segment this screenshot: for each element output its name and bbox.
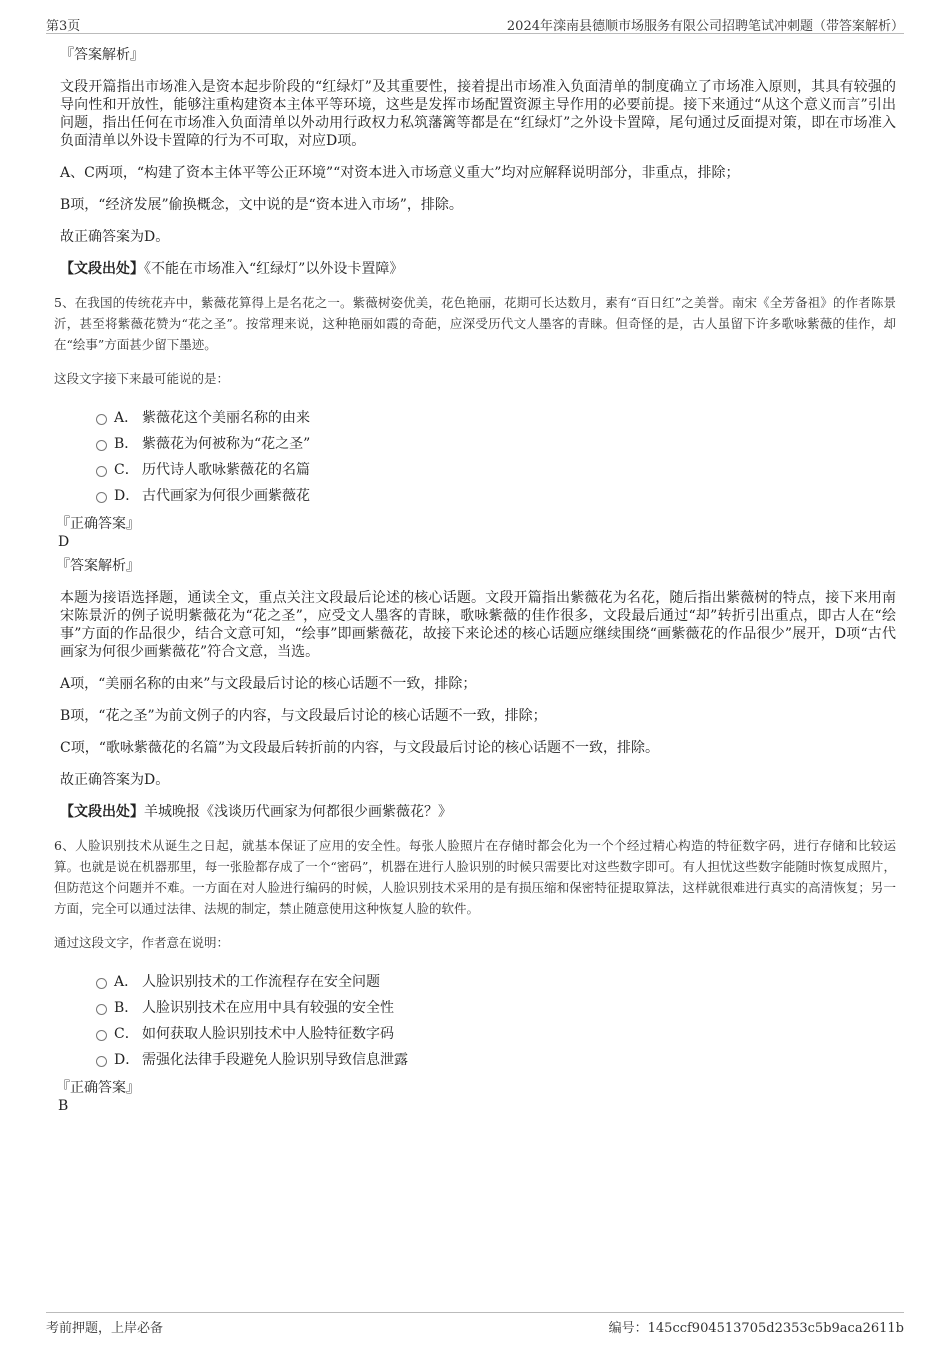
q6-option-b[interactable]: B． 人脸识别技术在应用中具有较强的安全性 <box>94 995 896 1021</box>
q4-source-text: 《不能在市场准入“红绿灯”以外设卡置障》 <box>144 261 404 277</box>
q5-analysis-label: 『答案解析』 <box>56 558 140 574</box>
q5-source-text: 羊城晚报《浅谈历代画家为何都很少画紫薇花？》 <box>144 804 452 820</box>
q5-prompt: 这段文字接下来最可能说的是： <box>54 371 230 386</box>
document-title: 2024年滦南县德顺市场服务有限公司招聘笔试冲刺题（带答案解析） <box>506 19 904 34</box>
page-number: 第3页 <box>46 19 81 34</box>
q6-answer-label: 『正确答案』 <box>56 1080 140 1096</box>
q6-prompt: 通过这段文字，作者意在说明： <box>54 935 230 950</box>
q4-analysis-p4: 故正确答案为D。 <box>60 229 170 245</box>
q6-question-text: 6、人脸识别技术从诞生之日起，就基本保证了应用的安全性。每张人脸照片在存储时都会化为一个个经过精心构造的特征数字码，进行存储和比较运算。也就是说在机器那里，每一张脸都存成了一个“密码”，机器在进行人脸识别的时候只需要比对这些数字即可。有人担忧这些数字能随时恢复成照片，但防范这个问题并不难。一方面在对人脸进行编码的时候，人脸识别技术采用的是有损压缩和保密特征提取算法，这样就很难进行真实的高清恢复；另一方面，完全可以通过法律、法规的制定，禁止随意使用这种恢复人脸的软件。 <box>54 838 896 916</box>
page-content <box>56 46 896 1115</box>
radio-icon[interactable] <box>96 1056 107 1067</box>
q6-option-c[interactable]: C． 如何获取人脸识别技术中人脸特征数字码 <box>94 1021 896 1047</box>
q5-source <box>56 803 896 821</box>
q5-answer-value: D <box>58 534 70 550</box>
radio-icon[interactable] <box>96 440 107 451</box>
q5-analysis-text: 本题为接语选择题，通读全文，重点关注文段最后论述的核心话题。文段开篇指出紫薇花为名花，随后指出紫薇树的特点，接下来用南宋陈景沂的例子说明紫薇花为“花之圣”，应受文人墨客的青睐，歌咏紫薇的佳作很多，文段最后通过“却”转折引出重点，即古人在“绘事”方面的作品很少，结合文意可知，“绘事”即画紫薇花，故接下来论述的核心话题应继续围绕“画紫薇花的作品很少”展开，D项“古代画家为何很少画紫薇花”符合文意，当选。 <box>60 590 896 660</box>
q4-source <box>56 260 896 278</box>
radio-icon[interactable] <box>96 414 107 425</box>
q5-answer-label: 『正确答案』 <box>56 516 140 532</box>
document-id: 编号：145ccf904513705d2353c5b9aca2611b <box>608 1321 904 1336</box>
q5-analysis-p5: 故正确答案为D。 <box>60 772 170 788</box>
page-header <box>46 12 904 34</box>
page-footer <box>46 1312 904 1334</box>
q6-option-d[interactable]: D． 需强化法律手段避免人脸识别导致信息泄露 <box>94 1047 896 1073</box>
q4-analysis-text: 文段开篇指出市场准入是资本起步阶段的“红绿灯”及其重要性，接着提出市场准入负面清单的制度确立了市场准入原则，其具有较强的导向性和开放性，能够注重构建资本主体平等环境，这些是发挥市场配置资源主导作用的必要前提。接下来通过“从这个意义而言”引出问题，指出任何在市场准入负面清单以外动用行政权力私筑藩篱等都是在“红绿灯”之外设卡置障，尾句通过反面提对策，即在市场准入负面清单以外设卡置障的行为不可取，对应D项。 <box>60 79 896 149</box>
q4-analysis-p2: A、C两项，“构建了资本主体平等公正环境”“对资本进入市场意义重大”均对应解释说明部分，非重点，排除； <box>60 165 740 181</box>
q4-source-label: 【文段出处】 <box>60 261 144 277</box>
q4-analysis-label: 『答案解析』 <box>60 47 144 63</box>
q5-option-b[interactable]: B． 紫薇花为何被称为“花之圣” <box>94 431 896 457</box>
q6-options <box>94 969 896 1073</box>
radio-icon[interactable] <box>96 1004 107 1015</box>
footer-slogan: 考前押题，上岸必备 <box>46 1321 164 1336</box>
q6-answer-value: B <box>58 1098 69 1114</box>
radio-icon[interactable] <box>96 978 107 989</box>
q5-analysis-p3: B项，“花之圣”为前文例子的内容，与文段最后讨论的核心话题不一致，排除； <box>60 708 547 724</box>
radio-icon[interactable] <box>96 466 107 477</box>
q5-analysis-p2: A项，“美丽名称的由来”与文段最后讨论的核心话题不一致，排除； <box>60 676 477 692</box>
radio-icon[interactable] <box>96 1030 107 1041</box>
q5-options <box>94 405 896 509</box>
q6-option-a[interactable]: A． 人脸识别技术的工作流程存在安全问题 <box>94 969 896 995</box>
radio-icon[interactable] <box>96 492 107 503</box>
q5-option-a[interactable]: A． 紫薇花这个美丽名称的由来 <box>94 405 896 431</box>
q5-option-c[interactable]: C． 历代诗人歌咏紫薇花的名篇 <box>94 457 896 483</box>
q5-analysis-p4: C项，“歌咏紫薇花的名篇”为文段最后转折前的内容，与文段最后讨论的核心话题不一致，排除。 <box>60 740 660 756</box>
q4-analysis-p3: B项，“经济发展”偷换概念，文中说的是“资本进入市场”，排除。 <box>60 197 463 213</box>
q5-question-text: 5、在我国的传统花卉中，紫薇花算得上是名花之一。紫薇树姿优美，花色艳丽，花期可长达数月，素有“百日红”之美誉。南宋《全芳备祖》的作者陈景沂，甚至将紫薇花赞为“花之圣”。按常理来说，这种艳丽如霞的奇葩，应深受历代文人墨客的青睐。但奇怪的是，古人虽留下许多歌咏紫薇的佳作，却在“绘事”方面甚少留下墨迹。 <box>54 295 896 352</box>
q5-option-d[interactable]: D． 古代画家为何很少画紫薇花 <box>94 483 896 509</box>
q5-source-label: 【文段出处】 <box>60 804 144 820</box>
